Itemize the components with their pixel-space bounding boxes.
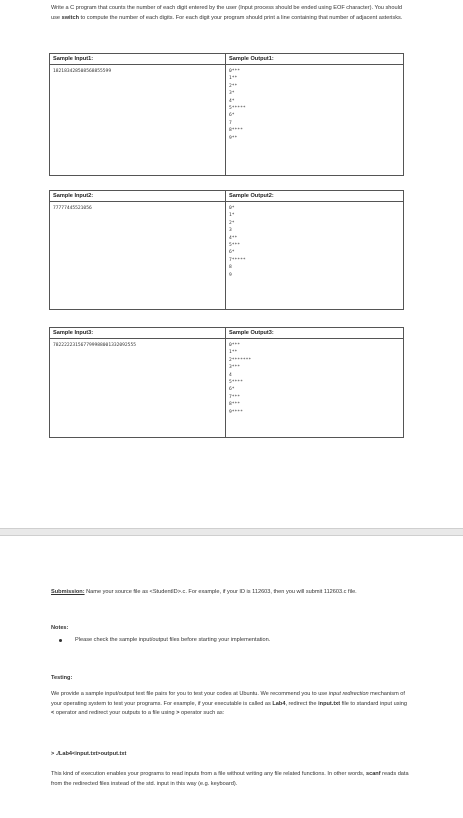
intro-text-1: Write a C program that counts the number of each digit entered by the user (Input process should be ended using EOF character). You should use [51,5,402,21]
sample-output-line: 3* [229,91,235,97]
sample-output-line: 7*** [229,394,241,400]
notes-heading: Notes: [51,625,69,631]
testing-paragraph [51,690,411,719]
testing-executable-name: Lab4 [272,700,286,707]
testing-text: operator such as: [179,710,225,717]
submission-label: Submission: [51,589,85,595]
testing-operator-gt: > [176,710,180,717]
sample-output-line: 5**** [229,380,243,386]
sample-output-line: 6* [229,250,235,256]
submission-paragraph [51,588,411,598]
note-text: Please check the sample input/output files before starting your implementation. [75,637,271,643]
testing-term-redirection: input redirection [328,691,369,697]
sample-output-line: 3 [229,228,232,234]
testing-text: We provide a sample input/output text file pairs for you to test your codes at Ubuntu. We recommend you to use [51,691,329,697]
sample-table-body [50,65,403,176]
sample-output-line: 4* [229,98,235,104]
sample-table-header [50,54,403,65]
sample-output-lines [226,65,403,176]
testing-text: , redirect the [285,700,319,707]
sample-output-line: 4 [229,372,232,378]
testing-text: file to standard input using [340,700,408,707]
sample-table-1 [49,53,404,176]
sample-output-line: 2* [229,220,235,226]
testing-paragraph-2 [51,770,411,789]
submission-text: Name your source file as <StudentID>.c. For example, if your ID is 112603, then you will submit 112603.c file. [84,589,357,595]
testing-text: operator and redirect your outputs to a file using [54,710,177,717]
sample-output-line: 6* [229,387,235,393]
sample-input-value: 182183428508568855599 [50,65,226,176]
notes-list [51,636,411,646]
sample-table-header [50,328,403,339]
sample-output-line: 8*** [229,402,241,408]
sample-output-line: 7***** [229,257,246,263]
sample-output-header: Sample Output3: [229,330,274,336]
sample-output-lines [226,202,403,310]
sample-table-body [50,202,403,310]
document-page-2 [0,536,463,818]
list-item [51,636,411,646]
testing-operator-lt: < [51,710,55,717]
sample-input-value: 782222231567799988001332092555 [50,339,226,438]
bullet-icon [59,636,65,642]
sample-output-header: Sample Output1: [229,56,274,62]
sample-output-line: 1* [229,213,235,219]
sample-output-line: 5*** [229,243,241,249]
sample-output-lines [226,339,403,438]
sample-output-line: 3*** [229,365,241,371]
intro-text-2: to compute the number of each digits. For each digit your program should print a line containing that number of adjacent asterisks. [79,14,403,21]
sample-output-line: 0*** [229,343,241,348]
page-break [0,529,463,536]
intro-keyword-switch: switch [61,14,79,21]
sample-input-header: Sample Input2: [50,191,226,201]
sample-output-line: 8 [229,265,232,271]
testing-text: reads data from the redirected files instead of the std. input in this way (e.g. keyboard). [51,771,409,787]
sample-output-line: 9** [229,135,238,141]
testing-keyword-scanf: scanf [365,771,381,777]
sample-output-line: 6* [229,113,235,119]
sample-output-line: 2******* [229,357,252,363]
sample-output-line: 1** [229,350,238,356]
sample-output-line: 1** [229,76,238,82]
command-example: > ./Lab4<input.txt>output.txt [51,751,127,757]
sample-output-line: 8**** [229,128,243,134]
intro-paragraph [51,4,411,23]
testing-heading: Testing: [51,675,73,681]
sample-output-header: Sample Output2: [229,193,274,199]
sample-input-value: 77777445521056 [50,202,226,310]
sample-output-line: 9 [229,272,232,278]
sample-input-header: Sample Input1: [50,54,226,64]
testing-text: This kind of execution enables your programs to read inputs from a file without writing any file related functions. In other words, [51,771,366,777]
sample-table-3 [49,327,404,438]
testing-text: mechanism of your operating system to test your programs. For example, if your executable is called as [51,691,405,707]
sample-output-line: 4** [229,235,238,241]
sample-output-line: 0* [229,206,235,211]
sample-output-line: 5***** [229,106,246,112]
sample-output-line: 0*** [229,69,241,74]
sample-output-line: 7 [229,120,232,126]
sample-table-body [50,339,403,438]
sample-input-header: Sample Input3: [50,328,226,338]
testing-input-file: input.txt [318,700,341,707]
sample-table-header [50,191,403,202]
sample-table-2 [49,190,404,310]
sample-output-line: 9**** [229,409,243,415]
sample-output-line: 2** [229,83,238,89]
